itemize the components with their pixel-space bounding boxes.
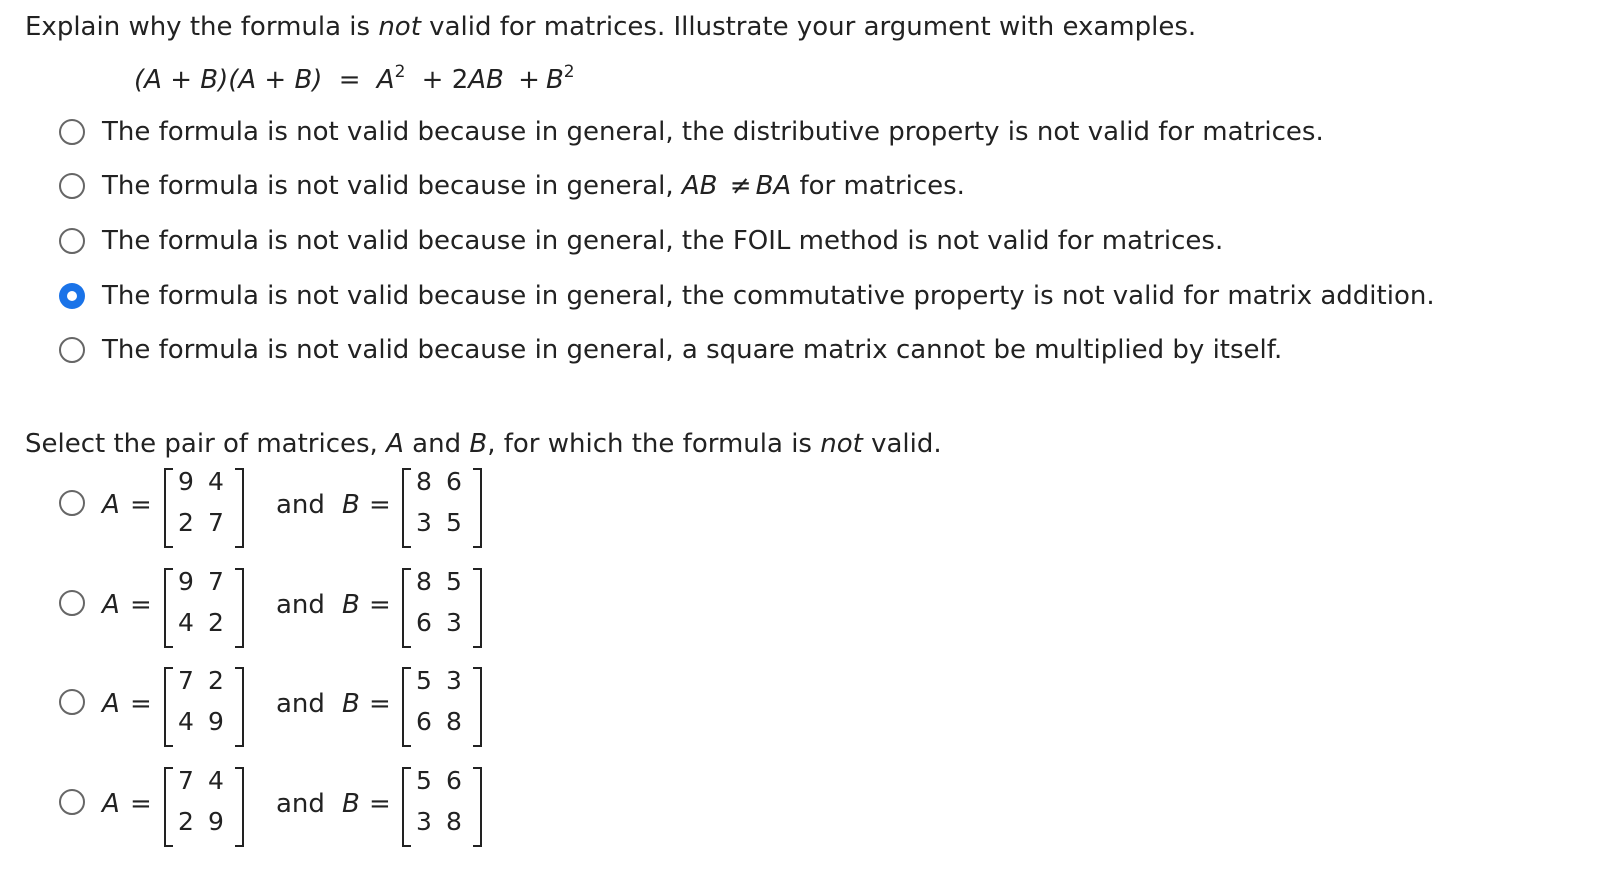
question-2-prompt [25,431,942,457]
matrix-b-label: B [342,689,360,719]
left-bracket [402,767,411,847]
matrix-cell: 4 [208,467,224,496]
matrix-cell: 8 [416,467,432,496]
prompt-emphasis: not [378,12,421,42]
q2-option-2-radio[interactable] [59,689,85,715]
formula-equals: = [338,65,361,95]
formula-b-exponent: 2 [563,62,575,82]
prompt-emphasis: not [820,429,863,459]
matrix-cell: 2 [178,807,194,836]
right-bracket [473,767,482,847]
matrix-a-label: A [102,789,120,819]
question-1-prompt [25,14,1196,40]
matrix-a-label: A [102,689,120,719]
q1-option-2-radio[interactable] [59,228,85,254]
matrix-cell: 3 [446,666,462,695]
formula-lhs: (A + B)(A + B) [134,65,323,95]
left-bracket [164,468,173,548]
formula-a: A [376,65,395,95]
math-ab: AB [681,171,718,201]
matrix-cell: 7 [208,567,224,596]
matrix-cell: 2 [208,608,224,637]
prompt-mid: , for which the formula is [487,429,821,459]
matrix-cell: 9 [178,567,194,596]
matrix-cell: 7 [178,666,194,695]
matrix-cell: 6 [416,707,432,736]
q1-option-3-radio-selected[interactable] [59,283,85,309]
prompt-text-end: valid for matrices. Illustrate your argument with examples. [420,12,1197,42]
q1-option-4-radio[interactable] [59,337,85,363]
matrix-cell: 8 [416,567,432,596]
equals-sign: = [369,789,391,819]
right-bracket [235,767,244,847]
equals-sign: = [369,590,391,620]
q2-option-0-radio[interactable] [59,490,85,516]
matrix-b-label: B [342,590,360,620]
equals-sign: = [130,590,152,620]
matrix-cell: 4 [208,766,224,795]
matrix-cell: 3 [416,508,432,537]
prompt-a: A [386,429,404,459]
option-text: The formula is not valid because in general, [102,171,682,201]
prompt-text: Select the pair of matrices, [25,429,387,459]
matrix-cell: 5 [446,508,462,537]
matrix-cell: 9 [208,707,224,736]
left-bracket [164,767,173,847]
prompt-b: B [469,429,488,459]
formula-plus-two: + 2 [421,65,469,95]
q1-option-3-label[interactable]: The formula is not valid because in general, the commutative property is not valid for matrix addition. [102,281,1435,311]
matrix-cell: 9 [178,467,194,496]
and-label: and [276,490,325,520]
option-text-end: for matrices. [791,171,965,201]
matrix-cell: 6 [446,766,462,795]
equals-sign: = [130,490,152,520]
matrix-cell: 6 [416,608,432,637]
matrix-cell: 3 [446,608,462,637]
matrix-b [402,468,482,546]
matrix-b [402,767,482,845]
matrix-cell: 4 [178,608,194,637]
formula-ab: AB [468,65,504,95]
and-label: and [276,789,325,819]
right-bracket [473,468,482,548]
formula-plus: + [518,65,540,95]
q1-option-2-label[interactable]: The formula is not valid because in general, the FOIL method is not valid for matrices. [102,226,1224,256]
formula [134,62,575,95]
matrix-cell: 4 [178,707,194,736]
matrix-b [402,568,482,646]
matrix-cell: 5 [416,666,432,695]
left-bracket [164,667,173,747]
q1-option-1-label[interactable] [102,173,965,199]
math-ba: BA [755,171,792,201]
q1-option-1-radio[interactable] [59,173,85,199]
q2-option-3-radio[interactable] [59,789,85,815]
equals-sign: = [130,689,152,719]
and-label: and [276,689,325,719]
matrix-a-label: A [102,490,120,520]
matrix-cell: 6 [446,467,462,496]
right-bracket [235,568,244,648]
right-bracket [473,568,482,648]
matrix-cell: 7 [208,508,224,537]
matrix-cell: 8 [446,707,462,736]
q1-option-0-label[interactable]: The formula is not valid because in general, the distributive property is not valid for matrices. [102,117,1324,147]
q1-option-0-radio[interactable] [59,119,85,145]
q2-option-1-radio[interactable] [59,590,85,616]
matrix-cell: 9 [208,807,224,836]
matrix-cell: 7 [178,766,194,795]
equals-sign: = [369,689,391,719]
matrix-b-label: B [342,490,360,520]
formula-a-exponent: 2 [394,62,406,82]
prompt-text: Explain why the formula is [25,12,379,42]
equals-sign: = [369,490,391,520]
matrix-cell: 5 [446,567,462,596]
matrix-b [402,667,482,745]
formula-b: B [545,65,564,95]
q1-option-4-label[interactable]: The formula is not valid because in general, a square matrix cannot be multiplied by itself. [102,335,1283,365]
right-bracket [235,667,244,747]
right-bracket [473,667,482,747]
prompt-text-end: valid. [862,429,942,459]
matrix-a [164,468,244,546]
matrix-cell: 8 [446,807,462,836]
left-bracket [402,468,411,548]
matrix-a [164,667,244,745]
left-bracket [164,568,173,648]
not-equal-sign: ≠ [729,171,752,201]
matrix-a [164,568,244,646]
matrix-cell: 5 [416,766,432,795]
matrix-cell: 2 [178,508,194,537]
right-bracket [235,468,244,548]
equals-sign: = [130,789,152,819]
prompt-and: and [403,429,470,459]
and-label: and [276,590,325,620]
left-bracket [402,568,411,648]
matrix-a [164,767,244,845]
left-bracket [402,667,411,747]
matrix-a-label: A [102,590,120,620]
matrix-b-label: B [342,789,360,819]
matrix-cell: 2 [208,666,224,695]
matrix-cell: 3 [416,807,432,836]
